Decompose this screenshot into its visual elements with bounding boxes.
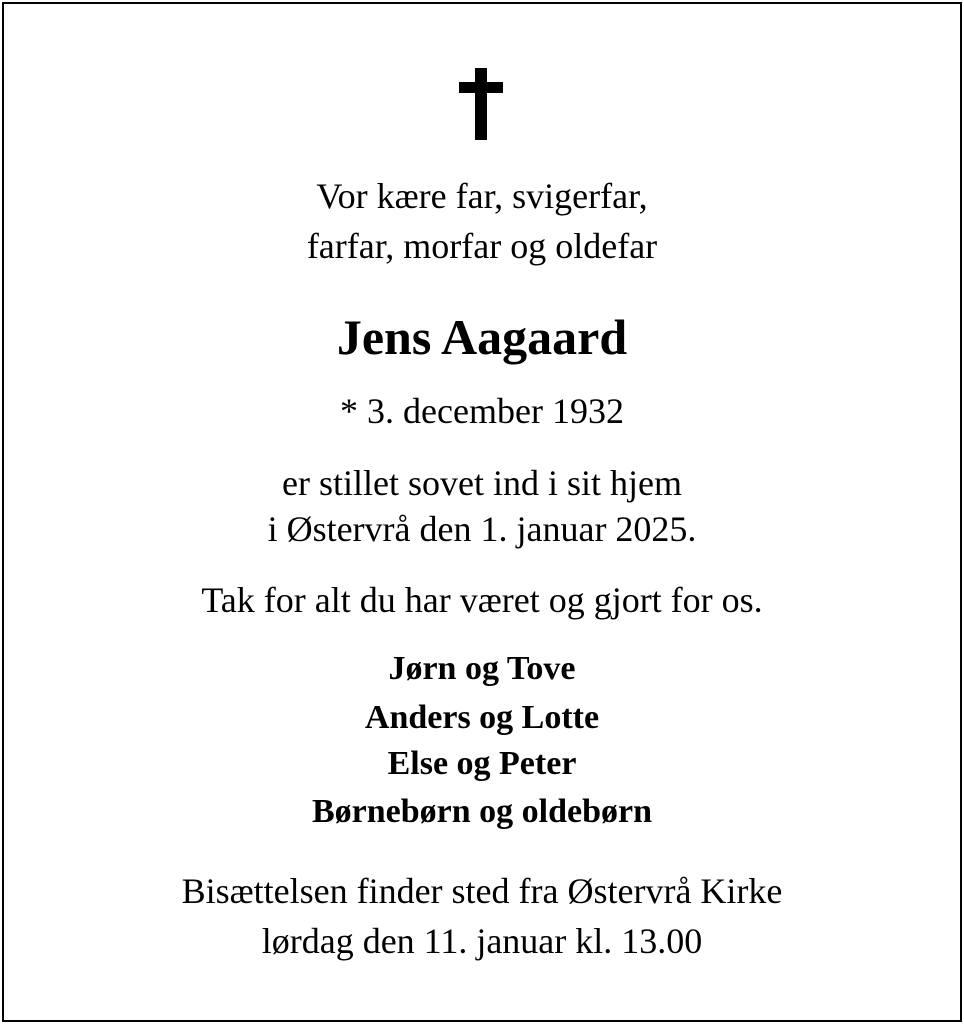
death-line-2: i Østervrå den 1. januar 2025. bbox=[267, 509, 697, 549]
funeral-line-2: lørdag den 11. januar kl. 13.00 bbox=[261, 921, 703, 961]
family-line-1: Jørn og Tove bbox=[388, 650, 576, 687]
intro-line-2: farfar, morfar og oldefar bbox=[306, 226, 658, 266]
deceased-name: Jens Aagaard bbox=[336, 309, 628, 365]
birth-date: * 3. december 1932 bbox=[340, 391, 624, 431]
intro-line-1: Vor kære far, svigerfar, bbox=[316, 176, 648, 216]
funeral-line-1: Bisættelsen finder sted fra Østervrå Kirke bbox=[181, 871, 783, 911]
family-line-3: Else og Peter bbox=[387, 745, 577, 782]
death-line-1: er stillet sovet ind i sit hjem bbox=[282, 463, 682, 503]
family-line-2: Anders og Lotte bbox=[364, 699, 600, 736]
thanks-text: Tak for alt du har været og gjort for os. bbox=[201, 580, 763, 620]
family-line-4: Børnebørn og oldebørn bbox=[311, 793, 653, 830]
cross-icon bbox=[457, 68, 507, 140]
